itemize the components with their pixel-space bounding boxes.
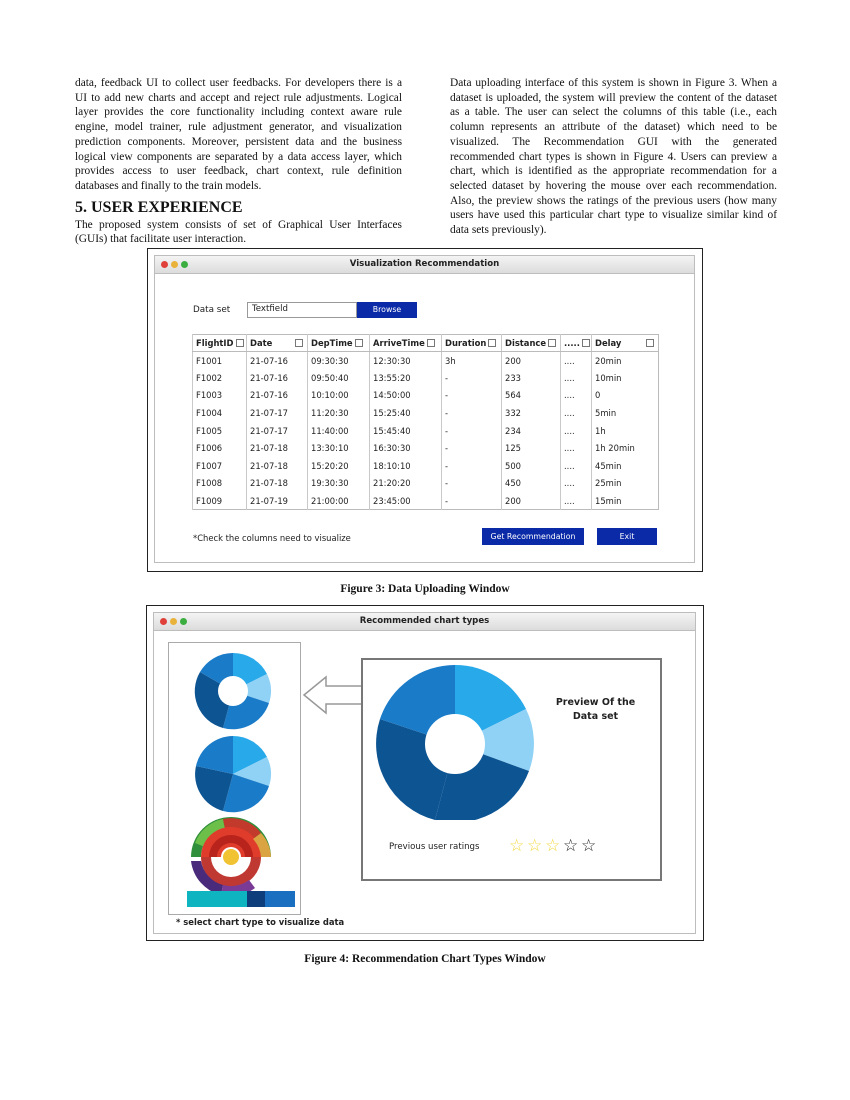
star-filled-icon: ☆ bbox=[545, 836, 561, 856]
table-cell: - bbox=[442, 387, 502, 405]
table-cell: 21-07-18 bbox=[247, 475, 308, 493]
table-cell: 15:45:40 bbox=[370, 422, 442, 440]
body-paragraph: The proposed system consists of set of Graphical User Interfaces (GUIs) that facilitate user interaction. bbox=[75, 218, 402, 246]
table-cell: 12:30:30 bbox=[370, 352, 442, 370]
table-cell: - bbox=[442, 492, 502, 510]
column-header[interactable] bbox=[442, 335, 502, 352]
body-paragraph: data, feedback UI to collect user feedbacks. For developers there is a UI to add new charts and accept and reject rule adjustments. Logical layer provides the core functionality including context aware rule engine, model trainer, rule adjustment generator, and visualization prediction components. Moreover, persistent data and the business logical view components are separated by a data access layer, which provides access to user feedback, chart context, rule definition databases and finally to the train models. bbox=[75, 77, 402, 192]
column-header-label: Distance bbox=[505, 338, 547, 348]
donut-chart-thumbnail[interactable] bbox=[195, 653, 271, 729]
table-cell: 233 bbox=[502, 369, 561, 387]
star-empty-icon: ☆ bbox=[581, 836, 597, 856]
table-cell: .... bbox=[561, 439, 592, 457]
table-cell: 332 bbox=[502, 404, 561, 422]
column-select-checkbox[interactable] bbox=[646, 339, 654, 347]
table-cell: 21:20:20 bbox=[370, 475, 442, 493]
star-filled-icon: ☆ bbox=[509, 836, 525, 856]
column-select-checkbox[interactable] bbox=[582, 339, 590, 347]
table-cell: .... bbox=[561, 387, 592, 405]
table-row bbox=[193, 404, 659, 422]
preview-donut-chart bbox=[363, 660, 660, 820]
table-cell: 15min bbox=[592, 492, 659, 510]
table-cell: 11:20:30 bbox=[308, 404, 370, 422]
table-cell: 21-07-16 bbox=[247, 352, 308, 370]
column-header[interactable] bbox=[502, 335, 561, 352]
table-cell: 21-07-17 bbox=[247, 422, 308, 440]
user-rating-stars bbox=[509, 838, 609, 858]
browse-button[interactable]: Browse bbox=[357, 302, 417, 318]
table-cell: 200 bbox=[502, 352, 561, 370]
table-row bbox=[193, 492, 659, 510]
figure-3-frame bbox=[147, 248, 703, 572]
columns-hint-note: *Check the columns need to visualize bbox=[193, 533, 351, 543]
table-cell: .... bbox=[561, 352, 592, 370]
table-row bbox=[193, 352, 659, 370]
chart-thumbnails-svg bbox=[169, 643, 302, 916]
column-header-label: Delay bbox=[595, 338, 622, 348]
table-cell: 14:50:00 bbox=[370, 387, 442, 405]
column-header[interactable] bbox=[592, 335, 659, 352]
column-select-checkbox[interactable] bbox=[488, 339, 496, 347]
table-cell: 09:50:40 bbox=[308, 369, 370, 387]
column-header[interactable] bbox=[193, 335, 247, 352]
table-body bbox=[193, 352, 659, 510]
exit-button[interactable]: Exit bbox=[597, 528, 657, 545]
ratings-label: Previous user ratings bbox=[389, 842, 480, 852]
table-cell: - bbox=[442, 369, 502, 387]
table-cell: 21-07-17 bbox=[247, 404, 308, 422]
sunburst-chart-thumbnail[interactable] bbox=[191, 817, 271, 896]
chart-preview-panel bbox=[361, 658, 662, 881]
table-cell: 16:30:30 bbox=[370, 439, 442, 457]
table-cell: F1007 bbox=[193, 457, 247, 475]
star-empty-icon: ☆ bbox=[563, 836, 579, 856]
table-cell: 200 bbox=[502, 492, 561, 510]
table-cell: 23:45:00 bbox=[370, 492, 442, 510]
preview-title-line1: Preview Of the bbox=[555, 697, 636, 708]
column-header[interactable] bbox=[247, 335, 308, 352]
column-select-checkbox[interactable] bbox=[236, 339, 244, 347]
table-cell: .... bbox=[561, 475, 592, 493]
table-cell: 234 bbox=[502, 422, 561, 440]
table-cell: 19:30:30 bbox=[308, 475, 370, 493]
column-header-label: Duration bbox=[445, 338, 487, 348]
table-cell: 125 bbox=[502, 439, 561, 457]
column-header-label: Date bbox=[250, 338, 273, 348]
table-cell: F1008 bbox=[193, 475, 247, 493]
table-cell: 0 bbox=[592, 387, 659, 405]
table-cell: 18:10:10 bbox=[370, 457, 442, 475]
table-cell: 21-07-18 bbox=[247, 457, 308, 475]
table-cell: - bbox=[442, 422, 502, 440]
table-cell: - bbox=[442, 439, 502, 457]
table-cell: 564 bbox=[502, 387, 561, 405]
table-cell: 3h bbox=[442, 352, 502, 370]
table-cell: 450 bbox=[502, 475, 561, 493]
column-header[interactable] bbox=[308, 335, 370, 352]
table-cell: - bbox=[442, 404, 502, 422]
body-paragraph: Data uploading interface of this system is shown in Figure 3. When a dataset is uploaded, the system will preview the content of the dataset as a table. The user can select the columns of this table (i.e., each column represents an attribute of the dataset) which need to be visualized. The Recommendation GUI with the generated recommended chart types is shown in Figure 4. Users can preview a chart, which is identified as the appropriate recommendation for a selected dataset by hovering the mouse over each recommendation. Also, the preview shows the ratings of the previous users (how many users have used this particular chart type to visualize similar kind of data sets previously). bbox=[450, 77, 777, 237]
table-cell: 20min bbox=[592, 352, 659, 370]
table-cell: .... bbox=[561, 369, 592, 387]
table-cell: 10:10:00 bbox=[308, 387, 370, 405]
dataset-path-input[interactable]: Textfield bbox=[247, 302, 357, 318]
table-cell: 21-07-16 bbox=[247, 387, 308, 405]
table-row bbox=[193, 387, 659, 405]
table-cell: .... bbox=[561, 457, 592, 475]
figure-3-caption: Figure 3: Data Uploading Window bbox=[340, 583, 510, 595]
table-cell: .... bbox=[561, 492, 592, 510]
recommended-chart-types-window bbox=[153, 612, 696, 934]
left-column bbox=[75, 76, 402, 247]
table-row bbox=[193, 369, 659, 387]
table-cell: 13:55:20 bbox=[370, 369, 442, 387]
table-cell: .... bbox=[561, 422, 592, 440]
treemap-chart-thumbnail[interactable] bbox=[187, 891, 295, 907]
table-cell: 15:25:40 bbox=[370, 404, 442, 422]
visualization-recommendation-window bbox=[154, 255, 695, 563]
table-cell: - bbox=[442, 475, 502, 493]
table-cell: F1006 bbox=[193, 439, 247, 457]
right-column bbox=[450, 76, 777, 238]
table-cell: 13:30:10 bbox=[308, 439, 370, 457]
window-title-bar bbox=[154, 613, 695, 631]
figure-4-frame bbox=[146, 605, 704, 941]
table-header-row bbox=[193, 335, 659, 352]
column-select-checkbox[interactable] bbox=[427, 339, 435, 347]
column-select-checkbox[interactable] bbox=[355, 339, 363, 347]
get-recommendation-button[interactable]: Get Recommendation bbox=[482, 528, 584, 545]
table-row bbox=[193, 439, 659, 457]
table-cell: F1002 bbox=[193, 369, 247, 387]
table-cell: 09:30:30 bbox=[308, 352, 370, 370]
table-cell: .... bbox=[561, 404, 592, 422]
table-cell: F1009 bbox=[193, 492, 247, 510]
table-cell: - bbox=[442, 457, 502, 475]
table-cell: F1001 bbox=[193, 352, 247, 370]
preview-title bbox=[543, 696, 648, 724]
table-row bbox=[193, 457, 659, 475]
column-header-label: DepTime bbox=[311, 338, 353, 348]
column-header-label: FlightID bbox=[196, 338, 234, 348]
table-cell: 5min bbox=[592, 404, 659, 422]
table-cell: 11:40:00 bbox=[308, 422, 370, 440]
table-cell: 500 bbox=[502, 457, 561, 475]
dataset-preview-table bbox=[192, 334, 659, 510]
table-cell: 21-07-18 bbox=[247, 439, 308, 457]
column-select-checkbox[interactable] bbox=[295, 339, 303, 347]
figure-4-caption: Figure 4: Recommendation Chart Types Window bbox=[304, 953, 546, 965]
column-header-label: ..... bbox=[564, 338, 580, 348]
window-title: Recommended chart types bbox=[359, 616, 490, 626]
table-cell: 15:20:20 bbox=[308, 457, 370, 475]
table-cell: 21:00:00 bbox=[308, 492, 370, 510]
table-row bbox=[193, 422, 659, 440]
column-header[interactable] bbox=[370, 335, 442, 352]
table-row bbox=[193, 475, 659, 493]
table-cell: 1h 20min bbox=[592, 439, 659, 457]
dataset-label: Data set bbox=[193, 305, 231, 315]
table-cell: 10min bbox=[592, 369, 659, 387]
left-arrow-icon bbox=[302, 675, 366, 715]
pie-chart-thumbnail[interactable] bbox=[195, 736, 271, 812]
table-cell: F1004 bbox=[193, 404, 247, 422]
column-header-label: ArriveTime bbox=[373, 338, 425, 348]
star-filled-icon: ☆ bbox=[527, 836, 543, 856]
section-heading: 5. USER EXPERIENCE bbox=[75, 198, 243, 216]
table-cell: F1003 bbox=[193, 387, 247, 405]
table-cell: 45min bbox=[592, 457, 659, 475]
table-cell: 25min bbox=[592, 475, 659, 493]
table-cell: 21-07-16 bbox=[247, 369, 308, 387]
column-select-checkbox[interactable] bbox=[548, 339, 556, 347]
select-chart-hint-note: * select chart type to visualize data bbox=[176, 917, 345, 927]
window-title-bar bbox=[155, 256, 694, 274]
preview-title-line2: Data set bbox=[572, 711, 619, 722]
table-cell: F1005 bbox=[193, 422, 247, 440]
column-header[interactable] bbox=[561, 335, 592, 352]
chart-thumbnail-panel bbox=[168, 642, 301, 915]
window-title: Visualization Recommendation bbox=[349, 259, 500, 269]
table-cell: 21-07-19 bbox=[247, 492, 308, 510]
table-cell: 1h bbox=[592, 422, 659, 440]
